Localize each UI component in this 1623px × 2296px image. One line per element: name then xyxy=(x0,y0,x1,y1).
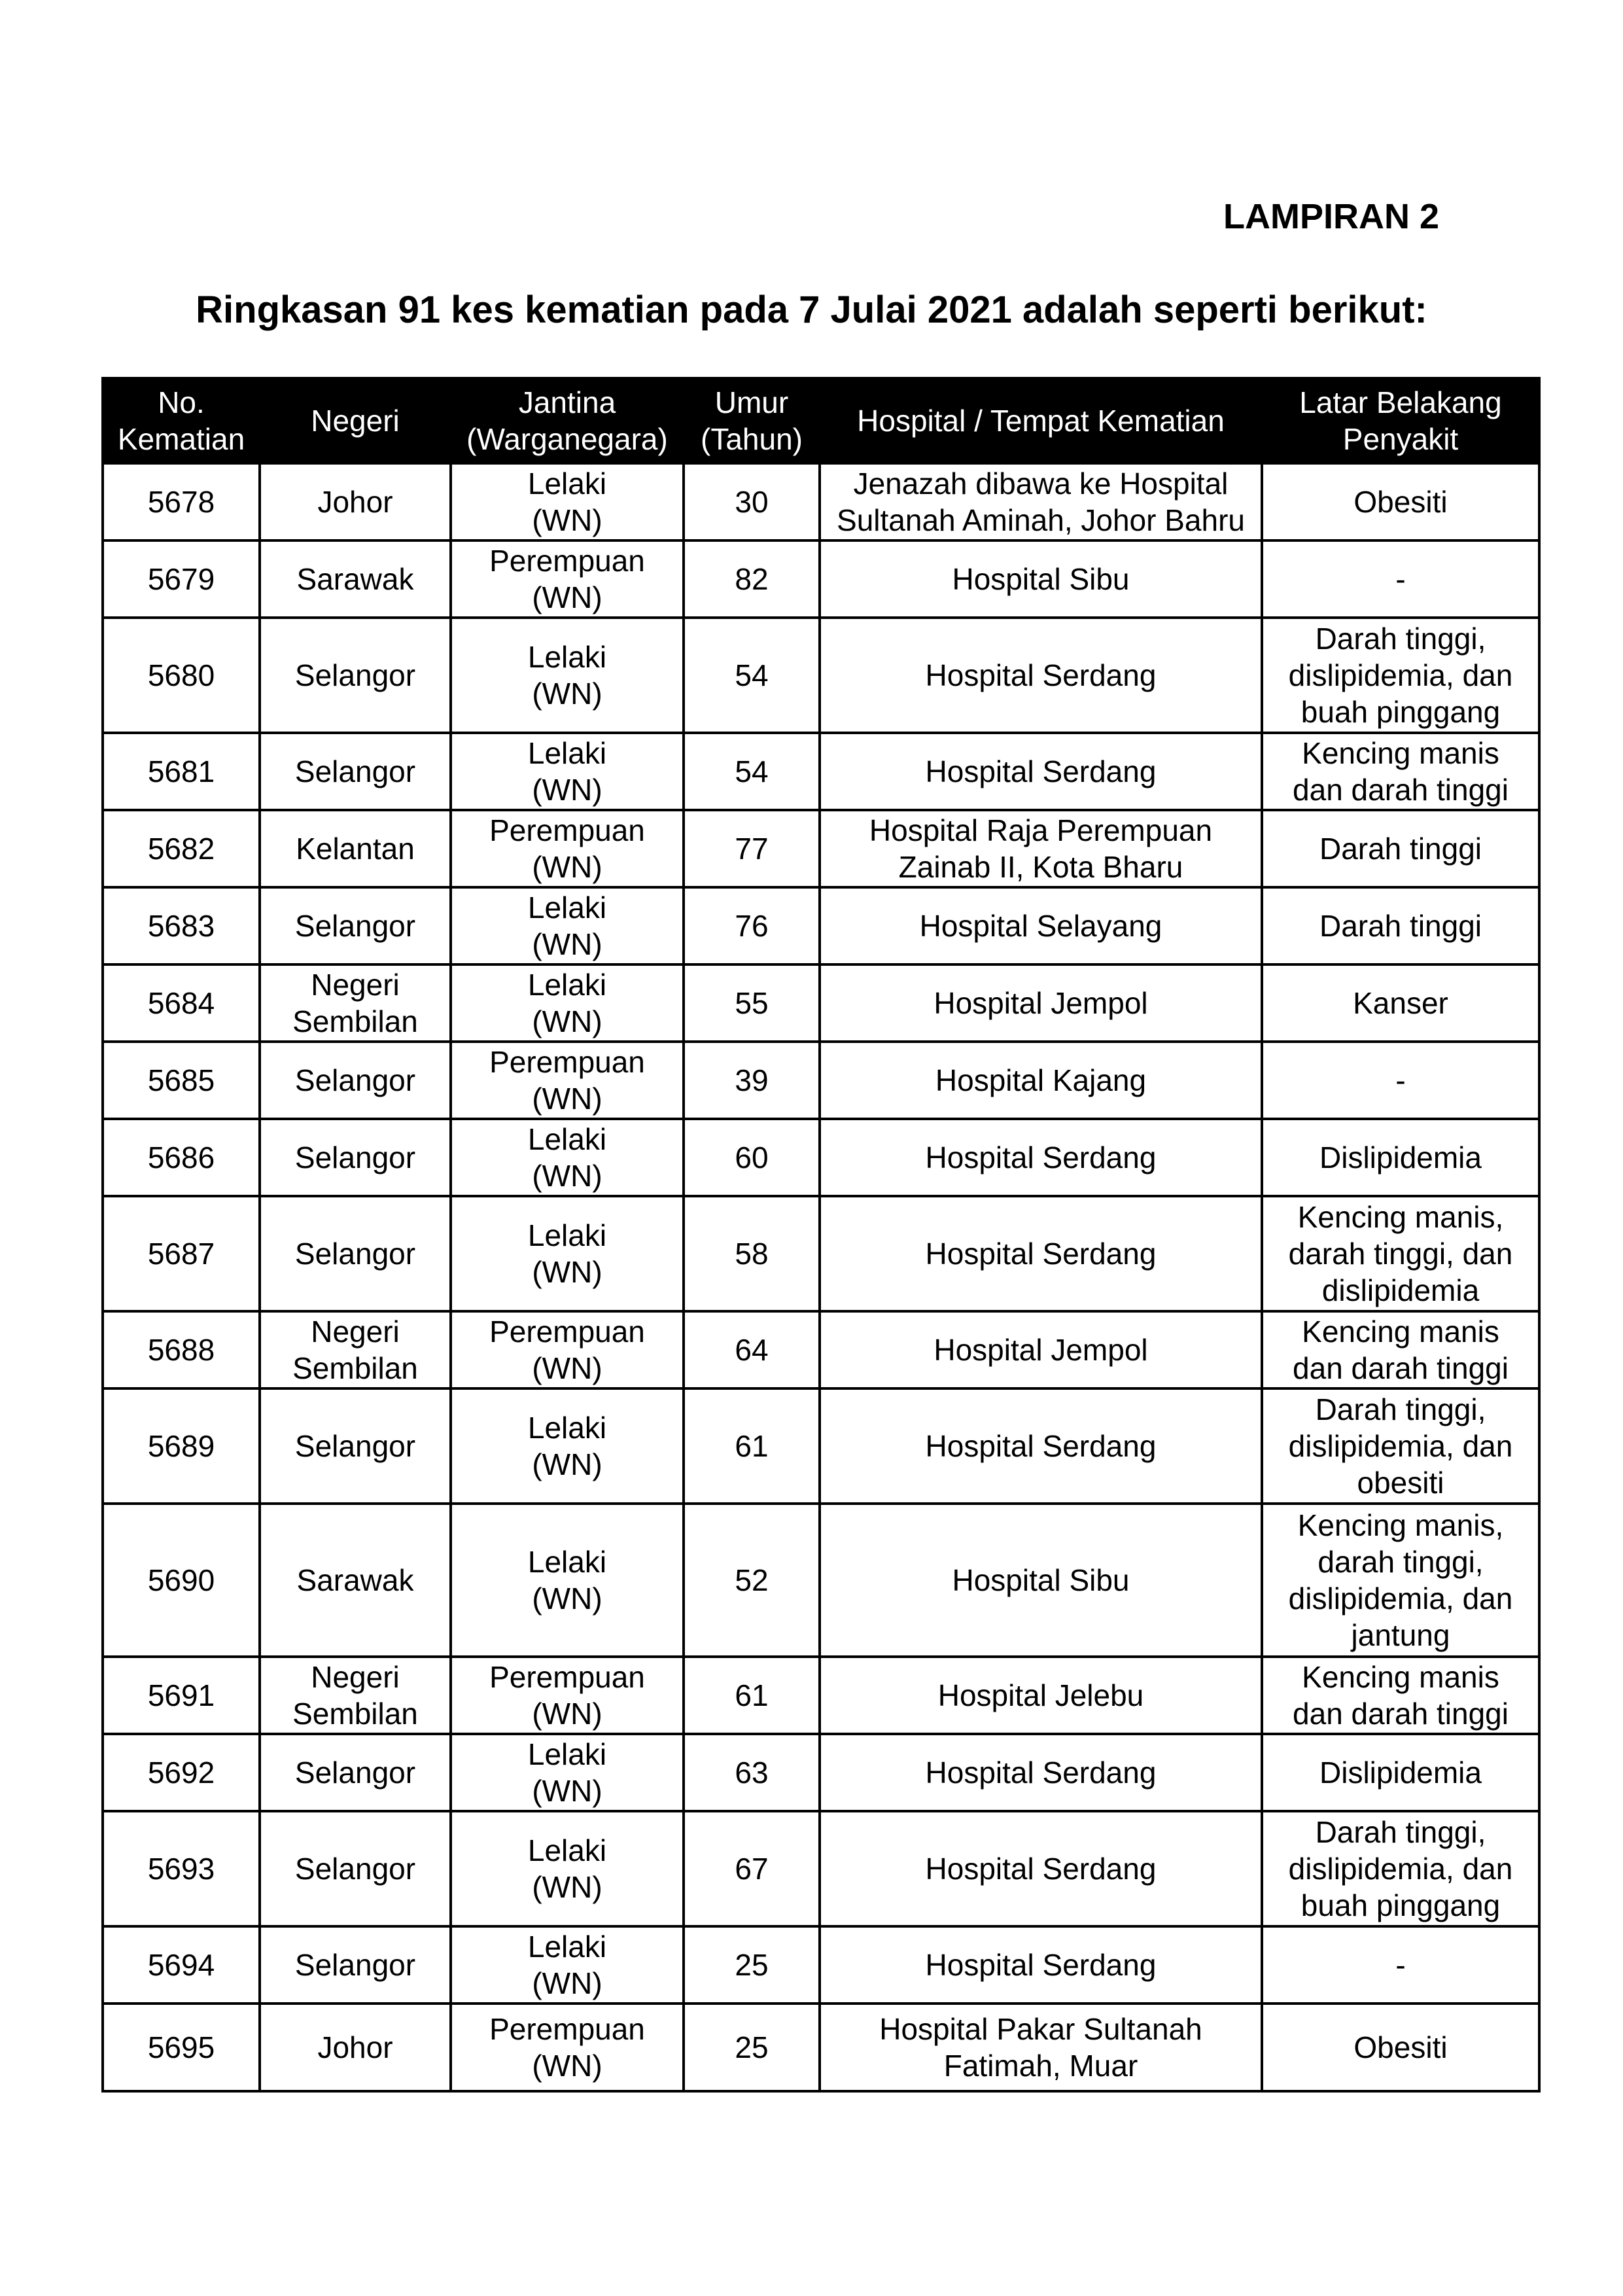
table-row xyxy=(103,618,1539,733)
case-number-cell: 5685 xyxy=(103,1042,260,1119)
gender-cell: Lelaki (WN) xyxy=(451,1196,684,1311)
gender-cell: Perempuan (WN) xyxy=(451,810,684,887)
gender-cell: Lelaki (WN) xyxy=(451,1119,684,1196)
case-number-cell: 5693 xyxy=(103,1811,260,1926)
comorbidity-cell: Dislipidemia xyxy=(1262,1119,1539,1196)
age-cell: 60 xyxy=(684,1119,820,1196)
hospital-cell: Hospital Serdang xyxy=(820,1811,1262,1926)
comorbidity-cell: Kanser xyxy=(1262,964,1539,1042)
table-row xyxy=(103,964,1539,1042)
state-cell: Sarawak xyxy=(260,1504,451,1657)
comorbidity-cell: Kencing manis dan darah tinggi xyxy=(1262,1311,1539,1388)
case-number-cell: 5687 xyxy=(103,1196,260,1311)
column-header-umur: Umur (Tahun) xyxy=(684,378,820,463)
hospital-cell: Hospital Selayang xyxy=(820,887,1262,964)
age-cell: 61 xyxy=(684,1657,820,1734)
case-number-cell: 5690 xyxy=(103,1504,260,1657)
state-cell: Selangor xyxy=(260,887,451,964)
gender-cell: Lelaki (WN) xyxy=(451,618,684,733)
state-cell: Selangor xyxy=(260,1388,451,1504)
hospital-cell: Jenazah dibawa ke Hospital Sultanah Aminah, Johor Bahru xyxy=(820,463,1262,540)
death-cases-table xyxy=(101,377,1541,2093)
comorbidity-cell: Kencing manis, darah tinggi, dan dislipidemia xyxy=(1262,1196,1539,1311)
comorbidity-cell: Darah tinggi, dislipidemia, dan obesiti xyxy=(1262,1388,1539,1504)
table-row xyxy=(103,463,1539,540)
hospital-cell: Hospital Pakar Sultanah Fatimah, Muar xyxy=(820,2004,1262,2091)
gender-cell: Perempuan (WN) xyxy=(451,540,684,618)
table-row xyxy=(103,1119,1539,1196)
case-number-cell: 5682 xyxy=(103,810,260,887)
hospital-cell: Hospital Serdang xyxy=(820,1734,1262,1811)
state-cell: Negeri Sembilan xyxy=(260,1311,451,1388)
age-cell: 58 xyxy=(684,1196,820,1311)
state-cell: Selangor xyxy=(260,1926,451,2004)
table-row xyxy=(103,1388,1539,1504)
case-number-cell: 5684 xyxy=(103,964,260,1042)
comorbidity-cell: Obesiti xyxy=(1262,2004,1539,2091)
state-cell: Selangor xyxy=(260,1734,451,1811)
state-cell: Selangor xyxy=(260,733,451,810)
age-cell: 76 xyxy=(684,887,820,964)
table-row xyxy=(103,2004,1539,2091)
gender-cell: Lelaki (WN) xyxy=(451,733,684,810)
gender-cell: Lelaki (WN) xyxy=(451,887,684,964)
comorbidity-cell: Obesiti xyxy=(1262,463,1539,540)
gender-cell: Lelaki (WN) xyxy=(451,1388,684,1504)
state-cell: Selangor xyxy=(260,1811,451,1926)
hospital-cell: Hospital Serdang xyxy=(820,733,1262,810)
hospital-cell: Hospital Serdang xyxy=(820,1388,1262,1504)
age-cell: 54 xyxy=(684,733,820,810)
gender-cell: Perempuan (WN) xyxy=(451,1657,684,1734)
table-row xyxy=(103,1504,1539,1657)
comorbidity-cell: Darah tinggi, dislipidemia, dan buah pinggang xyxy=(1262,1811,1539,1926)
state-cell: Selangor xyxy=(260,1196,451,1311)
case-number-cell: 5692 xyxy=(103,1734,260,1811)
hospital-cell: Hospital Sibu xyxy=(820,540,1262,618)
gender-cell: Lelaki (WN) xyxy=(451,463,684,540)
hospital-cell: Hospital Jempol xyxy=(820,964,1262,1042)
hospital-cell: Hospital Raja Perempuan Zainab II, Kota Bharu xyxy=(820,810,1262,887)
column-header-jantina: Jantina (Warganegara) xyxy=(451,378,684,463)
age-cell: 77 xyxy=(684,810,820,887)
appendix-label: LAMPIRAN 2 xyxy=(1223,197,1439,236)
table-row xyxy=(103,1311,1539,1388)
comorbidity-cell: Kencing manis dan darah tinggi xyxy=(1262,733,1539,810)
age-cell: 82 xyxy=(684,540,820,618)
gender-cell: Perempuan (WN) xyxy=(451,2004,684,2091)
table-row xyxy=(103,733,1539,810)
age-cell: 55 xyxy=(684,964,820,1042)
hospital-cell: Hospital Sibu xyxy=(820,1504,1262,1657)
case-number-cell: 5694 xyxy=(103,1926,260,2004)
hospital-cell: Hospital Kajang xyxy=(820,1042,1262,1119)
case-number-cell: 5681 xyxy=(103,733,260,810)
state-cell: Johor xyxy=(260,463,451,540)
comorbidity-cell: Darah tinggi xyxy=(1262,810,1539,887)
table-row xyxy=(103,1196,1539,1311)
table-row xyxy=(103,1657,1539,1734)
comorbidity-cell: - xyxy=(1262,1042,1539,1119)
gender-cell: Perempuan (WN) xyxy=(451,1311,684,1388)
column-header-no: No. Kematian xyxy=(103,378,260,463)
comorbidity-cell: Kencing manis dan darah tinggi xyxy=(1262,1657,1539,1734)
gender-cell: Perempuan (WN) xyxy=(451,1042,684,1119)
case-number-cell: 5691 xyxy=(103,1657,260,1734)
hospital-cell: Hospital Serdang xyxy=(820,1926,1262,2004)
state-cell: Selangor xyxy=(260,1119,451,1196)
column-header-negeri: Negeri xyxy=(260,378,451,463)
gender-cell: Lelaki (WN) xyxy=(451,1811,684,1926)
case-number-cell: 5679 xyxy=(103,540,260,618)
gender-cell: Lelaki (WN) xyxy=(451,1734,684,1811)
state-cell: Kelantan xyxy=(260,810,451,887)
hospital-cell: Hospital Jelebu xyxy=(820,1657,1262,1734)
case-number-cell: 5683 xyxy=(103,887,260,964)
age-cell: 54 xyxy=(684,618,820,733)
age-cell: 64 xyxy=(684,1311,820,1388)
table-row xyxy=(103,1734,1539,1811)
table-row xyxy=(103,887,1539,964)
table-row xyxy=(103,810,1539,887)
age-cell: 63 xyxy=(684,1734,820,1811)
state-cell: Selangor xyxy=(260,1042,451,1119)
gender-cell: Lelaki (WN) xyxy=(451,964,684,1042)
hospital-cell: Hospital Serdang xyxy=(820,1119,1262,1196)
case-number-cell: 5678 xyxy=(103,463,260,540)
table-header-row xyxy=(103,378,1539,463)
age-cell: 25 xyxy=(684,2004,820,2091)
state-cell: Selangor xyxy=(260,618,451,733)
gender-cell: Lelaki (WN) xyxy=(451,1504,684,1657)
case-number-cell: 5688 xyxy=(103,1311,260,1388)
table-row xyxy=(103,1811,1539,1926)
state-cell: Negeri Sembilan xyxy=(260,1657,451,1734)
page-title: Ringkasan 91 kes kematian pada 7 Julai 2021 adalah seperti berikut: xyxy=(196,289,1427,331)
hospital-cell: Hospital Serdang xyxy=(820,1196,1262,1311)
hospital-cell: Hospital Jempol xyxy=(820,1311,1262,1388)
case-number-cell: 5695 xyxy=(103,2004,260,2091)
hospital-cell: Hospital Serdang xyxy=(820,618,1262,733)
age-cell: 30 xyxy=(684,463,820,540)
comorbidity-cell: - xyxy=(1262,540,1539,618)
column-header-penyakit: Latar Belakang Penyakit xyxy=(1262,378,1539,463)
gender-cell: Lelaki (WN) xyxy=(451,1926,684,2004)
comorbidity-cell: - xyxy=(1262,1926,1539,2004)
age-cell: 61 xyxy=(684,1388,820,1504)
table-body xyxy=(103,463,1539,2091)
case-number-cell: 5686 xyxy=(103,1119,260,1196)
case-number-cell: 5689 xyxy=(103,1388,260,1504)
age-cell: 52 xyxy=(684,1504,820,1657)
comorbidity-cell: Dislipidemia xyxy=(1262,1734,1539,1811)
comorbidity-cell: Darah tinggi, dislipidemia, dan buah pinggang xyxy=(1262,618,1539,733)
table-row xyxy=(103,1042,1539,1119)
age-cell: 39 xyxy=(684,1042,820,1119)
comorbidity-cell: Darah tinggi xyxy=(1262,887,1539,964)
age-cell: 67 xyxy=(684,1811,820,1926)
table-row xyxy=(103,540,1539,618)
table-row xyxy=(103,1926,1539,2004)
state-cell: Johor xyxy=(260,2004,451,2091)
state-cell: Sarawak xyxy=(260,540,451,618)
case-number-cell: 5680 xyxy=(103,618,260,733)
comorbidity-cell: Kencing manis, darah tinggi, dislipidemia, dan jantung xyxy=(1262,1504,1539,1657)
age-cell: 25 xyxy=(684,1926,820,2004)
state-cell: Negeri Sembilan xyxy=(260,964,451,1042)
column-header-hospital: Hospital / Tempat Kematian xyxy=(820,378,1262,463)
